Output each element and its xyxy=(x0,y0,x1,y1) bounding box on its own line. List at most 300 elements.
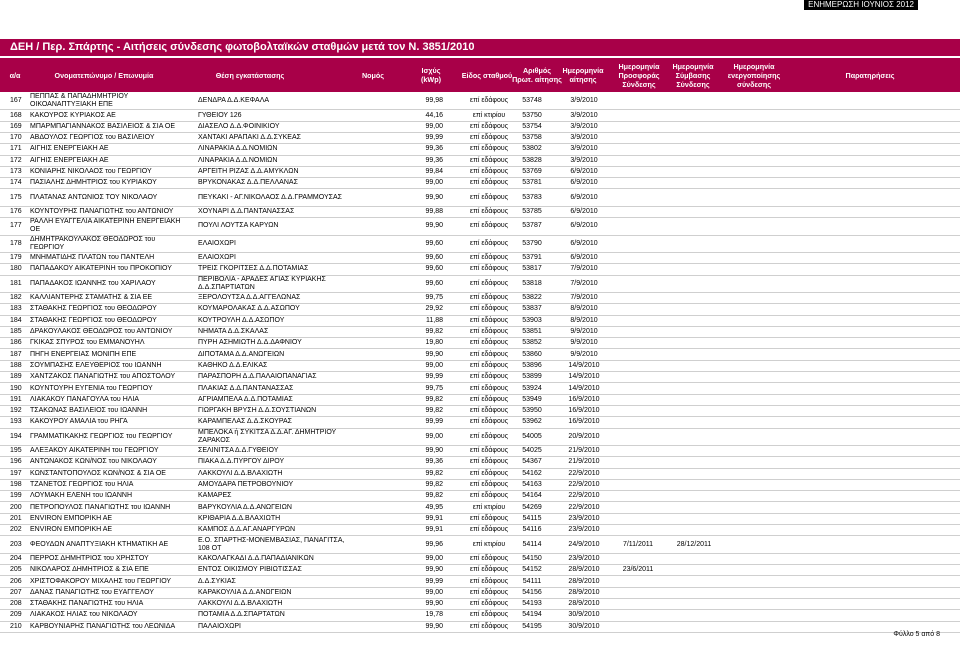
top-strip xyxy=(0,0,960,10)
cell-cap: 99,82 xyxy=(425,492,443,500)
table-row xyxy=(0,122,960,133)
cell-type: επί εδάφους xyxy=(469,350,509,358)
cell-cap: 99,82 xyxy=(425,469,443,477)
cell-name: ΚΟΝΙΑΡΗΣ ΝΙΚΟΛΑΟΣ του ΓΕΩΡΓΙΟΥ xyxy=(30,168,152,176)
cell-place: ΠΕΥΚΑΚΙ - ΑΓ.ΝΙΚΟΛΑΟΣ Δ.Δ.ΓΡΑΜΜΟΥΣΑΣ xyxy=(198,193,342,201)
cell-num: 53899 xyxy=(522,373,542,381)
cell-date: 7/9/2010 xyxy=(570,265,598,273)
cell-d1 xyxy=(608,576,668,586)
cell-type: επί εδάφους xyxy=(469,577,509,585)
cell-date: 6/9/2010 xyxy=(570,208,598,216)
cell-d1 xyxy=(608,264,668,274)
cell-date: 22/9/2010 xyxy=(568,503,600,511)
cell-num: 54367 xyxy=(522,458,542,466)
cell-type: επί εδάφους xyxy=(469,395,509,403)
cell-name: ΛΙΑΚΑΚΟΣ ΗΛΙΑΣ του ΝΙΚΟΛΑΟΥ xyxy=(30,611,138,619)
cell-num: 53769 xyxy=(522,168,542,176)
cell-d1 xyxy=(608,514,668,524)
cell-name: ΚΑΛΛΙΑΝΤΕΡΗΣ ΣΤΑΜΑΤΗΣ & ΣΙΑ ΕΕ xyxy=(30,294,153,302)
cell-d1 xyxy=(608,406,668,416)
cell-aa: 206 xyxy=(10,577,22,585)
cell-date: 28/9/2010 xyxy=(568,600,600,608)
table-row xyxy=(0,599,960,610)
cell-aa: 202 xyxy=(10,526,22,534)
cell-place: ΛΑΚΚΟΥΛΙ Δ.Δ.ΒΛΑΧΙΩΤΗ xyxy=(198,600,283,608)
cell-name: ΠΕΤΡΟΠΟΥΛΟΣ ΠΑΝΑΓΙΩΤΗΣ του ΙΩΑΝΝΗ xyxy=(30,503,171,511)
cell-d2 xyxy=(664,406,724,416)
cell-num: 53781 xyxy=(522,179,542,187)
cell-name: ΚΑΚΟΥΡΟΥ ΑΜΑΛΙΑ του ΡΗΓΑ xyxy=(30,418,128,426)
cell-aa: 203 xyxy=(10,540,22,548)
cell-place: ΛΑΚΚΟΥΛΙ Δ.Δ.ΒΛΑΧΙΩΤΗ xyxy=(198,469,283,477)
table-row xyxy=(0,565,960,576)
cell-aa: 190 xyxy=(10,384,22,392)
col-contract: Ημερομηνία Σύμβασης Σύνδεσης xyxy=(672,61,714,89)
cell-d2 xyxy=(664,491,724,501)
cell-aa: 209 xyxy=(10,611,22,619)
cell-d2 xyxy=(664,469,724,479)
cell-aa: 167 xyxy=(10,97,22,105)
cell-cap: 99,60 xyxy=(425,279,443,287)
col-type: Είδος σταθμού xyxy=(461,70,513,80)
cell-place: ΕΛΑΙΟΧΩΡΙ xyxy=(198,239,236,247)
cell-num: 54164 xyxy=(522,492,542,500)
table-row xyxy=(0,327,960,338)
cell-cap: 19,80 xyxy=(425,339,443,347)
cell-d2 xyxy=(664,576,724,586)
cell-num: 54111 xyxy=(522,577,542,585)
cell-place: ΚΡΙΘΑΡΙΑ Δ.Δ.ΒΛΑΧΙΩΤΗ xyxy=(198,514,281,522)
cell-cap: 99,82 xyxy=(425,481,443,489)
page-footer: Φύλλο 5 από 8 xyxy=(893,631,940,638)
cell-aa: 180 xyxy=(10,265,22,273)
table-row xyxy=(0,167,960,178)
cell-num: 54005 xyxy=(522,432,542,440)
table-row xyxy=(0,110,960,121)
cell-aa: 174 xyxy=(10,179,22,187)
cell-date: 9/9/2010 xyxy=(570,328,598,336)
cell-aa: 170 xyxy=(10,134,22,142)
cell-name: ΧΑΝΤΖΑΚΟΣ ΠΑΝΑΓΙΩΤΗΣ του ΑΠΟΣΤΟΛΟΥ xyxy=(30,373,176,381)
cell-type: επί εδάφους xyxy=(469,239,509,247)
cell-place: ΑΡΓΕΙΤΗ ΡΙΖΑΣ Δ.Δ.ΑΜΥΚΛΩΝ xyxy=(198,168,299,176)
update-label: ΕΝΗΜΕΡΩΣΗ ΙΟΥΝΙΟΣ 2012 xyxy=(804,0,918,10)
cell-d1 xyxy=(608,554,668,564)
cell-type: επί εδάφους xyxy=(469,222,509,230)
cell-cap: 99,99 xyxy=(425,577,443,585)
cell-type: επί εδάφους xyxy=(469,156,509,164)
cell-type: επί εδάφους xyxy=(469,526,509,534)
table-row xyxy=(0,446,960,457)
cell-type: επί εδάφους xyxy=(469,145,509,153)
cell-type: επί εδάφους xyxy=(469,328,509,336)
cell-type: επί εδάφους xyxy=(469,373,509,381)
cell-type: επί εδάφους xyxy=(469,600,509,608)
cell-d1 xyxy=(608,253,668,263)
table-row xyxy=(0,383,960,394)
cell-d2 xyxy=(664,156,724,166)
cell-d2 xyxy=(664,588,724,598)
cell-date: 3/9/2010 xyxy=(570,156,598,164)
table-header xyxy=(0,58,960,92)
cell-d1 xyxy=(608,383,668,393)
table-row xyxy=(0,491,960,502)
cell-place: ΛΙΝΑΡΑΚΙΑ Δ.Δ.ΝΟΜΙΩΝ xyxy=(198,156,278,164)
cell-type: επί κτιρίου xyxy=(472,540,506,548)
cell-date: 3/9/2010 xyxy=(570,122,598,130)
table-row xyxy=(0,622,960,633)
cell-date: 3/9/2010 xyxy=(570,111,598,119)
cell-d2 xyxy=(664,395,724,405)
cell-name: ΦΕΟΥΔΩΝ ΑΝΑΠΤΥΞΙΑΚΗ ΚΤΗΜΑΤΙΚΗ ΑΕ xyxy=(30,540,169,548)
cell-place: ΚΑΚΟΛΑΓΚΑΔΙ Δ.Δ.ΠΑΠΑΔΙΑΝΙΚΩΝ xyxy=(198,554,314,562)
col-place: Θέση εγκατάστασης xyxy=(215,70,285,80)
cell-d2 xyxy=(664,110,724,120)
cell-place: ΚΑΡΑΚΟΥΛΙΑ Δ.Δ.ΑΝΩΓΕΙΩΝ xyxy=(198,588,292,596)
table-row xyxy=(0,429,960,446)
table-row xyxy=(0,406,960,417)
cell-d1 xyxy=(608,156,668,166)
cell-place: ΑΓΡΙΑΜΠΕΛΑ Δ.Δ.ΠΟΤΑΜΙΑΣ xyxy=(198,395,293,403)
cell-place: ΓΥΘΕΙΟΥ 126 xyxy=(198,111,242,119)
cell-aa: 200 xyxy=(10,503,22,511)
cell-cap: 99,82 xyxy=(425,328,443,336)
cell-place: ΧΑΝΤΑΚΙ ΑΡΑΠΑΚΙ Δ.Δ.ΣΥΚΕΑΣ xyxy=(198,134,301,142)
table-row xyxy=(0,588,960,599)
cell-d1 xyxy=(608,372,668,382)
cell-d1 xyxy=(608,599,668,609)
cell-d2 xyxy=(664,338,724,348)
cell-type: επί εδάφους xyxy=(469,481,509,489)
cell-name: ΚΟΥΝΤΟΥΡΗΣ ΠΑΝΑΓΙΩΤΗΣ του ΑΝΤΩΝΙΟΥ xyxy=(30,208,174,216)
cell-cap: 99,36 xyxy=(425,145,443,153)
cell-place: ΠΛΑΚΙΑΣ Δ.Δ.ΠΑΝΤΑΝΑΣΣΑΣ xyxy=(198,384,294,392)
cell-d1 xyxy=(608,361,668,371)
table-row xyxy=(0,293,960,304)
cell-date: 23/9/2010 xyxy=(568,526,600,534)
cell-aa: 210 xyxy=(10,622,22,630)
table-row xyxy=(0,554,960,565)
cell-date: 23/9/2010 xyxy=(568,554,600,562)
cell-aa: 197 xyxy=(10,469,22,477)
cell-aa: 175 xyxy=(10,193,22,201)
cell-cap: 99,75 xyxy=(425,384,443,392)
cell-cap: 99,00 xyxy=(425,432,443,440)
cell-d1 xyxy=(608,190,668,206)
cell-aa: 179 xyxy=(10,254,22,262)
cell-date: 24/9/2010 xyxy=(568,540,600,548)
cell-cap: 99,90 xyxy=(425,193,443,201)
cell-type: επί εδάφους xyxy=(469,554,509,562)
cell-num: 53924 xyxy=(522,384,542,392)
cell-name: ΔΑΝΑΣ ΠΑΝΑΓΙΩΤΗΣ του ΕΥΑΓΓΕΛΟΥ xyxy=(30,588,155,596)
cell-aa: 169 xyxy=(10,122,22,130)
cell-num: 54114 xyxy=(522,540,542,548)
cell-date: 14/9/2010 xyxy=(568,373,600,381)
cell-cap: 99,00 xyxy=(425,554,443,562)
cell-name: ΣΤΑΘΑΚΗΣ ΓΕΩΡΓΙΟΣ του ΘΕΟΔΩΡΟΥ xyxy=(30,316,157,324)
cell-cap: 99,99 xyxy=(425,134,443,142)
cell-aa: 207 xyxy=(10,588,22,596)
table-row xyxy=(0,395,960,406)
cell-place: ΚΟΥΤΡΟΥΛΗ Δ.Δ.ΑΣΩΠΟΥ xyxy=(198,316,285,324)
cell-d1 xyxy=(608,469,668,479)
cell-d2 xyxy=(664,190,724,206)
cell-d2 xyxy=(664,276,724,292)
cell-date: 16/9/2010 xyxy=(568,407,600,415)
cell-place: ΛΙΝΑΡΑΚΙΑ Δ.Δ.ΝΟΜΙΩΝ xyxy=(198,145,278,153)
cell-place: ΠΥΡΗ ΑΣΗΜΙΩΤΗ Δ.Δ.ΔΑΦΝΙΟΥ xyxy=(198,339,302,347)
cell-date: 8/9/2010 xyxy=(570,305,598,313)
col-name: Ονοματεπώνυμο / Επωνυμία xyxy=(54,70,154,80)
cell-num: 53790 xyxy=(522,239,542,247)
cell-d1 xyxy=(608,304,668,314)
cell-place: ΑΜΟΥΔΑΡΑ ΠΕΤΡΟΒΟΥΝΙΟΥ xyxy=(198,481,294,489)
cell-cap: 99,00 xyxy=(425,122,443,130)
cell-cap: 99,60 xyxy=(425,239,443,247)
cell-cap: 49,95 xyxy=(425,503,443,511)
cell-place: ΠΟΥΛΙ ΛΟΥΤΣΑ ΚΑΡΥΩΝ xyxy=(198,222,279,230)
cell-place: ΕΝΤΟΣ ΟΙΚΙΣΜΟΥ ΡΙΒΙΩΤΙΣΣΑΣ xyxy=(198,566,302,574)
cell-date: 7/9/2010 xyxy=(570,294,598,302)
cell-date: 9/9/2010 xyxy=(570,350,598,358)
cell-num: 53818 xyxy=(522,279,542,287)
cell-name: ΣΟΥΜΠΑΣΗΣ ΕΛΕΥΘΕΡΙΟΣ του ΙΩΑΝΝΗ xyxy=(30,361,162,369)
cell-cap: 99,82 xyxy=(425,407,443,415)
cell-num: 54025 xyxy=(522,447,542,455)
cell-num: 53828 xyxy=(522,156,542,164)
cell-place: ΕΛΑΙΟΧΩΡΙ xyxy=(198,254,236,262)
cell-date: 22/9/2010 xyxy=(568,469,600,477)
cell-place: ΤΡΕΙΣ ΓΚΟΡΙΤΣΕΣ Δ.Δ.ΠΟΤΑΜΙΑΣ xyxy=(198,265,309,273)
table-row xyxy=(0,417,960,428)
cell-d1 xyxy=(608,610,668,620)
cell-type: επί εδάφους xyxy=(469,622,509,630)
cell-d2 xyxy=(664,417,724,427)
cell-d1 xyxy=(608,293,668,303)
cell-cap: 99,60 xyxy=(425,254,443,262)
cell-aa: 193 xyxy=(10,418,22,426)
cell-cap: 99,90 xyxy=(425,222,443,230)
cell-type: επί εδάφους xyxy=(469,361,509,369)
cell-date: 14/9/2010 xyxy=(568,384,600,392)
cell-type: επί κτιρίου xyxy=(472,111,506,119)
cell-num: 53950 xyxy=(522,407,542,415)
cell-type: επί κτιρίου xyxy=(472,503,506,511)
cell-d1: 23/6/2011 xyxy=(622,566,654,574)
cell-d2 xyxy=(664,178,724,188)
cell-num: 54156 xyxy=(522,588,542,596)
cell-num: 53785 xyxy=(522,208,542,216)
table-row xyxy=(0,133,960,144)
cell-place: ΔΙΠΟΤΑΜΑ Δ.Δ.ΑΝΩΓΕΙΩΝ xyxy=(198,350,285,358)
cell-d2 xyxy=(664,383,724,393)
cell-date: 30/9/2010 xyxy=(568,622,600,630)
cell-d2: 28/12/2011 xyxy=(676,540,712,548)
cell-num: 53754 xyxy=(522,122,542,130)
cell-aa: 198 xyxy=(10,481,22,489)
cell-date: 21/9/2010 xyxy=(568,458,600,466)
cell-name: ΠΑΠΑΔΑΚΟΣ ΙΩΑΝΝΗΣ του ΧΑΡΙΛΑΟΥ xyxy=(30,279,156,287)
cell-type: επί εδάφους xyxy=(469,447,509,455)
cell-place: ΚΑΜΑΡΕΣ xyxy=(198,492,232,500)
cell-name: ΜΝΗΜΑΤΙΔΗΣ ΠΛΑΤΩΝ του ΠΑΝΤΕΛΗ xyxy=(30,254,155,262)
cell-num: 53791 xyxy=(522,254,542,262)
cell-d2 xyxy=(664,236,724,252)
cell-d2 xyxy=(664,622,724,632)
cell-num: 53758 xyxy=(522,134,542,142)
table-row xyxy=(0,276,960,293)
col-notes: Παρατηρήσεις xyxy=(845,70,895,80)
cell-name: ΑΝΤΩΝΑΚΟΣ ΚΩΝ/ΝΟΣ του ΝΙΚΟΛΑΟΥ xyxy=(30,458,157,466)
cell-date: 28/9/2010 xyxy=(568,566,600,574)
cell-date: 14/9/2010 xyxy=(568,361,600,369)
cell-name: ΑΙΓΗΙΣ ΕΝΕΡΓΕΙΑΚΗ ΑΕ xyxy=(30,156,109,164)
cell-aa: 205 xyxy=(10,566,22,574)
cell-place: ΒΡΥΚΟΝΑΚΑΣ Δ.Δ.ΠΕΛΛΑΝΑΣ xyxy=(198,179,298,187)
cell-d1 xyxy=(608,350,668,360)
table-row xyxy=(0,350,960,361)
cell-d2 xyxy=(664,304,724,314)
cell-name: ΑΛΕΞΑΚΟΥ ΑΙΚΑΤΕΡΙΝΗ του ΓΕΩΡΓΙΟΥ xyxy=(30,447,159,455)
cell-type: επί εδάφους xyxy=(469,458,509,466)
cell-num: 53949 xyxy=(522,395,542,403)
cell-d1 xyxy=(608,491,668,501)
cell-d2 xyxy=(664,361,724,371)
table-row xyxy=(0,525,960,536)
cell-name: ΤΖΑΝΕΤΟΣ ΓΕΩΡΓΙΟΣ του ΗΛΙΑ xyxy=(30,481,134,489)
cell-type: επί εδάφους xyxy=(469,305,509,313)
cell-d1 xyxy=(608,207,668,217)
cell-cap: 99,60 xyxy=(425,265,443,273)
table-row xyxy=(0,207,960,218)
cell-name: ENVIRON ΕΜΠΟΡΙΚΗ ΑΕ xyxy=(30,526,113,534)
cell-name: ΛΟΥΜΑΚΗ ΕΛΕΝΗ του ΙΩΑΝΝΗ xyxy=(30,492,132,500)
cell-cap: 99,99 xyxy=(425,373,443,381)
cell-cap: 99,00 xyxy=(425,588,443,596)
cell-d2 xyxy=(664,293,724,303)
cell-date: 6/9/2010 xyxy=(570,222,598,230)
cell-num: 53817 xyxy=(522,265,542,273)
cell-d1 xyxy=(608,429,668,445)
cell-type: επί εδάφους xyxy=(469,279,509,287)
table-row xyxy=(0,178,960,189)
cell-place: ΞΕΡΟΛΟΥΤΣΑ Δ.Δ.ΑΓΓΕΛΩΝΑΣ xyxy=(198,294,301,302)
cell-num: 53787 xyxy=(522,222,542,230)
cell-place: ΔΕΝΔΡΑ Δ.Δ.ΚΕΦΑΛΑ xyxy=(198,97,270,105)
cell-date: 3/9/2010 xyxy=(570,145,598,153)
cell-num: 54152 xyxy=(522,566,542,574)
cell-date: 3/9/2010 xyxy=(570,97,598,105)
cell-num: 53962 xyxy=(522,418,542,426)
cell-aa: 182 xyxy=(10,294,22,302)
cell-cap: 99,88 xyxy=(425,208,443,216)
cell-cap: 99,90 xyxy=(425,600,443,608)
cell-type: επί εδάφους xyxy=(469,134,509,142)
cell-d2 xyxy=(664,429,724,445)
cell-date: 6/9/2010 xyxy=(570,193,598,201)
cell-cap: 99,90 xyxy=(425,566,443,574)
cell-type: επί εδάφους xyxy=(469,469,509,477)
cell-aa: 176 xyxy=(10,208,22,216)
cell-aa: 192 xyxy=(10,407,22,415)
cell-type: επί εδάφους xyxy=(469,265,509,273)
cell-d2 xyxy=(664,264,724,274)
cell-type: επί εδάφους xyxy=(469,418,509,426)
cell-date: 9/9/2010 xyxy=(570,339,598,347)
cell-num: 53851 xyxy=(522,328,542,336)
cell-num: 53802 xyxy=(522,145,542,153)
cell-cap: 99,96 xyxy=(425,540,443,548)
cell-place: ΧΟΥΝΑΡΙ Δ.Δ.ΠΑΝΤΑΝΑΣΣΑΣ xyxy=(198,208,295,216)
cell-place: ΚΟΥΜΑΡΟΛΑΚΑΣ Δ.Δ.ΑΣΩΠΟΥ xyxy=(198,305,300,313)
cell-aa: 185 xyxy=(10,328,22,336)
cell-num: 53822 xyxy=(522,294,542,302)
cell-cap: 29,92 xyxy=(425,305,443,313)
table-row xyxy=(0,576,960,587)
cell-type: επί εδάφους xyxy=(469,566,509,574)
cell-place: ΔΙΑΣΕΛΟ Δ.Δ.ΦΟΙΝΙΚΙΟΥ xyxy=(198,122,280,130)
cell-cap: 99,91 xyxy=(425,526,443,534)
col-number: Αριθμός Πρωτ. αίτησης xyxy=(512,66,562,84)
cell-aa: 186 xyxy=(10,339,22,347)
cell-cap: 99,00 xyxy=(425,179,443,187)
cell-d1 xyxy=(608,316,668,326)
cell-d2 xyxy=(664,610,724,620)
col-prefecture: Νομός xyxy=(361,70,385,80)
cell-name: ΔΡΑΚΟΥΛΑΚΟΣ ΘΕΟΔΩΡΟΣ του ΑΝΤΩΝΙΟΥ xyxy=(30,328,173,336)
table-row xyxy=(0,536,960,553)
col-aa: α/α xyxy=(9,70,21,80)
cell-name: ΚΩΝΣΤΑΝΤΟΠΟΥΛΟΣ ΚΩΝ/ΝΟΣ & ΣΙΑ ΟΕ xyxy=(30,469,166,477)
cell-d2 xyxy=(664,327,724,337)
cell-num: 53837 xyxy=(522,305,542,313)
cell-d1 xyxy=(608,236,668,252)
cell-place: ΝΗΜΑΤΑ Δ.Δ.ΣΚΑΛΑΣ xyxy=(198,328,269,336)
cell-cap: 99,84 xyxy=(425,168,443,176)
cell-type: επί εδάφους xyxy=(469,611,509,619)
cell-place: ΠΙΑΚΑ Δ.Δ.ΠΥΡΓΟΥ ΔΙΡΟΥ xyxy=(198,458,285,466)
cell-place: ΠΑΡΑΣΠΟΡΗ Δ.Δ.ΠΑΛΑΙΟΠΑΝΑΓΙΑΣ xyxy=(198,373,317,381)
cell-name: ΔΗΜΗΤΡΑΚΟΥΛΑΚΟΣ ΘΕΟΔΩΡΟΣ του ΓΕΩΡΓΙΟΥ xyxy=(30,235,156,251)
cell-d2 xyxy=(664,207,724,217)
col-activation: Ημερομηνία ενεργοποίησης σύνδεσης xyxy=(727,61,781,89)
cell-name: ΡΑΛΛΗ ΕΥΑΓΓΕΛΙΑ ΑΙΚΑΤΕΡΙΝΗ ΕΝΕΡΓΕΙΑΚΗ ΟΕ xyxy=(30,218,181,234)
cell-num: 54195 xyxy=(522,622,542,630)
cell-place: ΣΕΛΙΝΙΤΣΑ Δ.Δ.ΓΥΘΕΙΟΥ xyxy=(198,447,279,455)
cell-name: ΓΡΑΜΜΑΤΙΚΑΚΗΣ ΓΕΩΡΓΙΟΣ του ΓΕΩΡΓΙΟΥ xyxy=(30,432,173,440)
cell-type: επί εδάφους xyxy=(469,316,509,324)
cell-name: ΠΗΓΗ ΕΝΕΡΓΕΙΑΣ ΜΟΝΙΠΗ ΕΠΕ xyxy=(30,350,137,358)
cell-d1 xyxy=(608,122,668,132)
cell-name: ΣΤΑΘΑΚΗΣ ΠΑΝΑΓΙΩΤΗΣ του ΗΛΙΑ xyxy=(30,600,144,608)
cell-d1 xyxy=(608,178,668,188)
cell-type: επί εδάφους xyxy=(469,97,509,105)
cell-d1 xyxy=(608,395,668,405)
cell-aa: 177 xyxy=(10,222,22,230)
cell-name: ΚΑΡΒΟΥΝΙΑΡΗΣ ΠΑΝΑΓΙΩΤΗΣ του ΛΕΩΝΙΔΑ xyxy=(30,622,176,630)
cell-date: 6/9/2010 xyxy=(570,179,598,187)
cell-cap: 99,36 xyxy=(425,156,443,164)
cell-name: ENVIRON ΕΜΠΟΡΙΚΗ ΑΕ xyxy=(30,514,113,522)
cell-num: 54163 xyxy=(522,481,542,489)
cell-date: 28/9/2010 xyxy=(568,588,600,596)
cell-num: 54150 xyxy=(522,554,542,562)
cell-date: 23/9/2010 xyxy=(568,514,600,522)
cell-d1 xyxy=(608,133,668,143)
cell-d2 xyxy=(664,503,724,513)
cell-num: 53750 xyxy=(522,111,542,119)
